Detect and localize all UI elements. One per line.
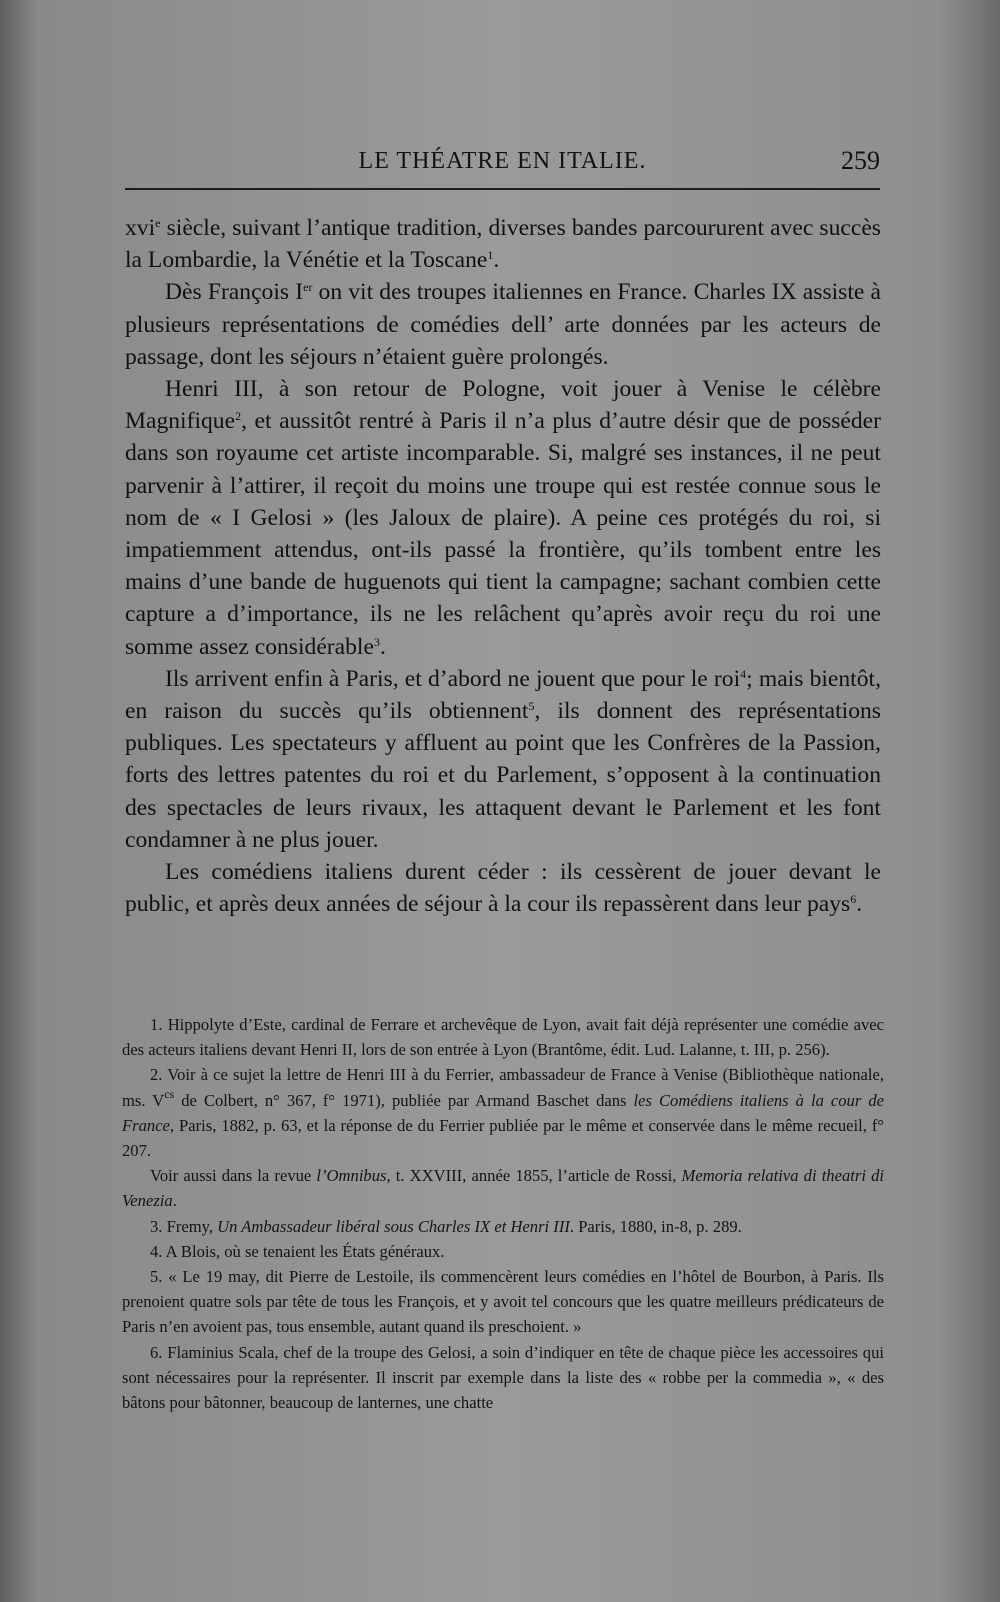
- footnotes: [122, 1012, 884, 1415]
- paragraph: [125, 276, 881, 373]
- superscript: er: [303, 280, 313, 295]
- text-span: , et aussitôt rentré à Paris il n’a plus d’autre désir que de posséder dans son royaume cet artiste incomparable. Si, malgré ses instances, il ne peut parvenir à l’attirer, il reçoit du moins une troupe qui est restée connue sous le nom de « I Gelosi » (les Jaloux de plaire). A peine ces protégés du roi, si impatiemment attendus, ont-ils passé la frontière, qu’ils tombent entre les mains d’une bande de huguenots qui tient la campagne; sachant combien cette capture a d’importance, ils ne les relâchent qu’après avoir reçu du roi une somme assez considérable: [125, 408, 881, 660]
- paragraph: [125, 856, 881, 920]
- article-title: Memoria relativa di theatri di Venezia: [122, 1166, 884, 1211]
- footnote-ref: 5: [528, 699, 535, 714]
- journal-title: l’Omnibus: [316, 1166, 387, 1186]
- text-span: , Paris, 1882, p. 63, et la réponse de du Ferrier publiée par le même et conservée dans le même recueil, f° 207.: [122, 1115, 884, 1161]
- footnote-1: 1. Hippolyte d’Este, cardinal de Ferrare et archevêque de Lyon, avait fait déjà représenter une comédie avec des acteurs italiens devant Henri II, lors de son entrée à Lyon (Brantôme, édit. Lud. Lalanne, t. III, p. 256).: [122, 1015, 884, 1060]
- footnote-3: [122, 1214, 884, 1239]
- footnote-5: 5. « Le 19 may, dit Pierre de Lestoile, ils commencèrent leurs comédies en l’hôtel de Bourbon, à Paris. Ils prenoient quatre sols par tête de tous les François, et y avoit tel concours que les quatre meilleurs prédicateurs de Paris n’en avoient pas, tous ensemble, autant quand ils preschoient. »: [122, 1267, 884, 1337]
- text-span: siècle, suivant l’antique tradition, diverses bandes parcoururent avec succès la Lombardie, la Vénétie et la Toscane: [125, 215, 881, 274]
- paragraph: [125, 373, 881, 663]
- superscript: cs: [164, 1086, 175, 1101]
- text-span: 3. Fremy,: [150, 1216, 218, 1236]
- book-title: Un Ambassadeur libéral sous Charles IX et Henri III: [217, 1216, 570, 1236]
- text-span: de Colbert, n° 367, f° 1971), publiée par Armand Baschet dans: [174, 1090, 634, 1110]
- superscript: e: [155, 216, 161, 230]
- footnote-ref: 1: [487, 248, 494, 263]
- text-span: on vit des troupes italiennes en France. Charles IX assiste à plusieurs représentations de comédies dell’ arte données par les acteurs de passage, dont les séjours n’étaient guère prolongés.: [125, 279, 881, 370]
- text-span: xvi: [125, 215, 156, 241]
- running-title: LE THÉATRE EN ITALIE.: [358, 148, 647, 174]
- footnote-4: 4. A Blois, où se tenaient les États généraux.: [150, 1241, 445, 1261]
- text-span: . Paris, 1880, in-8, p. 289.: [569, 1216, 742, 1236]
- text-span: .: [379, 633, 386, 660]
- paragraph: [125, 663, 881, 856]
- text-span: Les comédiens italiens durent céder : ils cessèrent de jouer devant le public, et après deux années de séjour à la cour ils repassèrent dans leur pays: [125, 859, 881, 918]
- page-header: [125, 140, 880, 190]
- footnote-2: [122, 1062, 884, 1163]
- text-span: , ils donnent des représentations publiques. Les spectateurs y affluent au point que les Confrères de la Passion, forts des lettres patentes du roi et du Parlement, s’opposent à la continuation des spectacles de leurs rivaux, les attaquent devant le Parlement et les font condamner à ne plus jouer.: [125, 698, 881, 853]
- main-text: [125, 212, 881, 920]
- footnote-ref: 6: [850, 892, 857, 907]
- text-span: Henri III, à son retour de Pologne, voit jouer à Venise le célèbre Magnifique: [125, 376, 881, 435]
- text-span: Voir aussi dans la revue: [150, 1166, 317, 1186]
- footnote-6: 6. Flaminius Scala, chef de la troupe des Gelosi, a soin d’indiquer en tête de chaque pièce les accessoires qui sont nécessaires pour la représenter. Il inscrit par exemple dans la liste des « robbe per la commedia », « des bâtons pour bâtonner, beaucoup de lanternes, une chatte: [122, 1342, 884, 1413]
- paragraph: [125, 212, 881, 276]
- text-span: ; mais bientôt, en raison du succès qu’ils obtiennent: [125, 665, 881, 725]
- footnote-2-continued: [122, 1163, 884, 1213]
- book-title: les Comédiens italiens à la cour de France: [122, 1090, 884, 1135]
- page-number: 259: [841, 146, 880, 175]
- text-span: .: [493, 247, 500, 274]
- text-span: Ils arrivent enfin à Paris, et d’abord ne jouent que pour le roi: [165, 665, 741, 692]
- footnote-ref: 2: [235, 409, 242, 424]
- footnote-ref: 3: [373, 634, 380, 649]
- footnote-ref: 4: [740, 666, 747, 681]
- text-span: , t. XXVIII, année 1855, l’article de Rossi,: [386, 1166, 682, 1186]
- text-span: Dès François I: [165, 279, 304, 306]
- text-span: .: [172, 1191, 177, 1211]
- text-span: .: [856, 891, 863, 918]
- text-span: 2. Voir à ce sujet la lettre de Henri III à du Ferrier, ambassadeur de France à Venise (Bibliothèque nationale, ms. V: [122, 1065, 884, 1110]
